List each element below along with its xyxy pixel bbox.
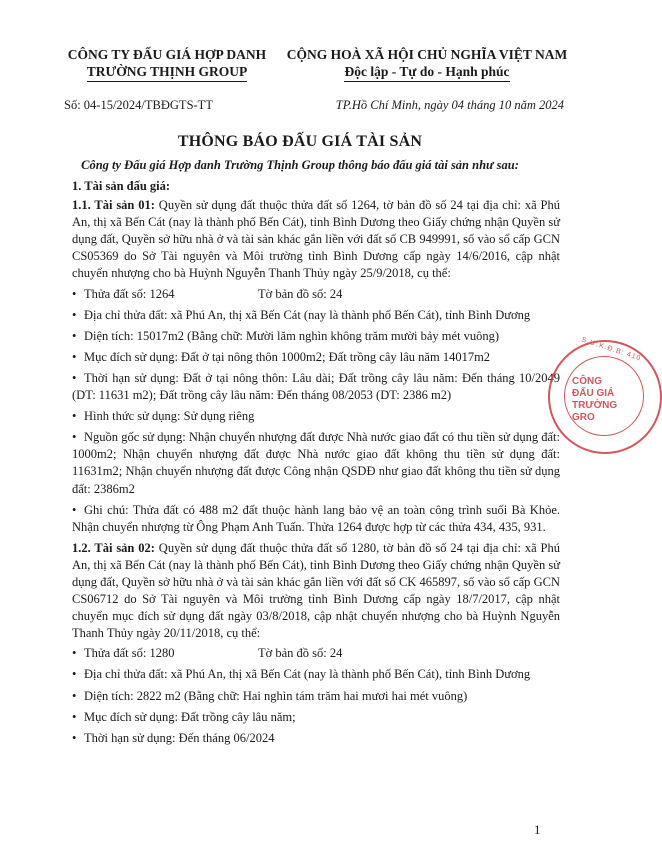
asset1-note-item: • Ghi chú: Thửa đất có 488 m2 đất thuộc hành lang bảo vệ an toàn công trình suối Bà Khỏe. Nhận chuyển nhượng từ Ông Phạm Anh Tuấn. Thửa 1264 được hợp từ các thửa 434, 435, 931. (72, 502, 560, 534)
asset1-area-item: • Diện tích: 15017m2 (Bằng chữ: Mười lăm nghìn không trăm mười bảy mét vuông) (72, 328, 560, 345)
asset2-term-item: • Thời hạn sử dụng: Đến tháng 06/2024 (72, 730, 560, 747)
bullet-icon: • (72, 709, 77, 724)
asset1-purpose-item: • Mục đích sử dụng: Đất ở tại nông thôn 1000m2; Đất trồng cây lâu năm 14017m2 (72, 349, 560, 366)
asset1-paragraph (72, 197, 560, 282)
bullet-icon: • (72, 307, 77, 322)
nation-header (282, 46, 572, 82)
bullet-icon: • (72, 409, 77, 424)
asset2-paragraph (72, 540, 560, 643)
bullet-icon: • (72, 349, 77, 364)
seal-arc-text: S.Ư.K.Đ.B: 410 (580, 336, 642, 363)
asset1-parcel-row (72, 286, 560, 303)
asset2-parcel-row (72, 645, 560, 662)
bullet-icon: • (72, 730, 77, 745)
asset1-address-item: • Địa chỉ thửa đất: xã Phú An, thị xã Bến Cát (nay là thành phố Bến Cát), tỉnh Bình Dương (72, 307, 560, 324)
asset1-map: Tờ bản đồ số: 24 (258, 286, 343, 301)
company-group: TRƯỜNG THỊNH GROUP (87, 63, 248, 82)
company-header (52, 46, 282, 82)
bullet-icon: • (72, 688, 77, 703)
bullet-icon: • (72, 646, 77, 661)
asset1-term-item: • Thời hạn sử dụng: Đất ở tại nông thôn: Lâu dài; Đất trồng cây lâu năm: Đến tháng 10/2049 (DT: 11631 m2); Đất trồng cây lâu năm: Đến tháng 08/2053 (DT: 2386 m2) (72, 370, 560, 403)
section-heading: 1. Tài sản đấu giá: (72, 179, 171, 193)
nation-name: CỘNG HOÀ XÃ HỘI CHỦ NGHĨA VIỆT NAM (286, 47, 568, 62)
intro-line: Công ty Đấu giá Hợp danh Trường Thịnh Group thông báo đấu giá tài sản như sau: (81, 158, 519, 172)
place-date: TP.Hồ Chí Minh, ngày 04 tháng 10 năm 2024 (335, 98, 564, 112)
asset2-parcel: Thửa đất số: 1280 (84, 646, 175, 661)
page-number: 1 (534, 822, 541, 837)
asset2-purpose-item: • Mục đích sử dụng: Đất trồng cây lâu năm; (72, 709, 560, 726)
bullet-icon: • (72, 286, 77, 301)
bullet-icon: • (72, 502, 77, 517)
asset2-area-item: • Diện tích: 2822 m2 (Bằng chữ: Hai nghìn tám trăm hai mươi hai mét vuông) (72, 688, 560, 705)
asset1-label: 1.1. Tài sản 01: (72, 198, 155, 213)
asset2-label: 1.2. Tài sản 02: (72, 540, 155, 555)
bullet-icon: • (72, 430, 77, 445)
asset1-form-item: • Hình thức sử dụng: Sử dụng riêng (72, 408, 560, 425)
seal-text: CÔNG ĐẤU GIÁ TRƯỜNG GRO (572, 376, 618, 423)
nation-motto: Độc lập - Tự do - Hạnh phúc (344, 63, 509, 82)
asset2-map: Tờ bản đồ số: 24 (258, 646, 343, 661)
document-number: Số: 04-15/2024/TBĐGTS-TT (64, 98, 213, 112)
asset2-address-item: • Địa chỉ thửa đất: xã Phú An, thị xã Bến Cát (nay là thành phố Bến Cát), tỉnh Bình Dương (72, 666, 560, 683)
company-seal (548, 336, 662, 454)
asset1-text: Quyền sử dụng đất thuộc thửa đất số 1264, tờ bản đồ số 24 tại địa chỉ: xã Phú An, thị xã Bến Cát (nay là thành phố Bến Cát), tỉnh Bình Dương theo Giấy chứng nhận Quyền sử dụng đất, Quyền sở hữu nhà ở và tài sản khác gắn liền với đất số CB 949991, số vào sổ cấp GCN CS05369 do Sở Tài nguyên và Môi trường tỉnh Bình Dương cấp ngày 14/6/2016, cập nhật chuyển nhượng cho bà Huỳnh Nguyễn Thanh Thủy ngày 25/9/2018, cụ thể: (72, 198, 560, 281)
asset1-parcel: Thửa đất số: 1264 (84, 286, 175, 301)
bullet-icon: • (72, 370, 77, 385)
bullet-icon: • (72, 667, 77, 682)
asset2-text: Quyền sử dụng đất thuộc thửa đất số 1280, tờ bản đồ số 24 tại địa chỉ: xã Phú An, thị xã Bến Cát (nay là thành phố Bến Cát), tỉnh Bình Dương theo Giấy chứng nhận Quyền sử dụng đất, Quyền sở hữu nhà ở và tài sản khác gắn liền với đất số CK 465897, số vào sổ cấp GCN CS06712 do Sở Tài nguyên và Môi trường tỉnh Bình Dương cấp ngày 18/7/2017, cập nhật chuyển mục đích sử dụng đất ngày 03/8/2018, cập nhật chuyển nhượng cho bà Huỳnh Nguyễn Thanh Thủy ngày 20/11/2018, cụ thể: (72, 540, 560, 641)
document-title: THÔNG BÁO ĐẤU GIÁ TÀI SẢN (177, 133, 423, 150)
company-name: CÔNG TY ĐẤU GIÁ HỢP DANH (67, 47, 267, 62)
bullet-icon: • (72, 328, 77, 343)
document-body (72, 178, 560, 751)
asset1-origin-item: • Nguồn gốc sử dụng: Nhận chuyển nhượng đất được Nhà nước giao đất có thu tiền sử dụng đất: 1000m2; Nhận chuyển nhượng đất được Nhà nước giao đất không thu tiền sử dụng đất: 11631m2; Nhận chuyển nhượng đất được Công nhận QSDĐ như giao đất không thu tiền sử dụng đất: 2386m2 (72, 430, 560, 496)
